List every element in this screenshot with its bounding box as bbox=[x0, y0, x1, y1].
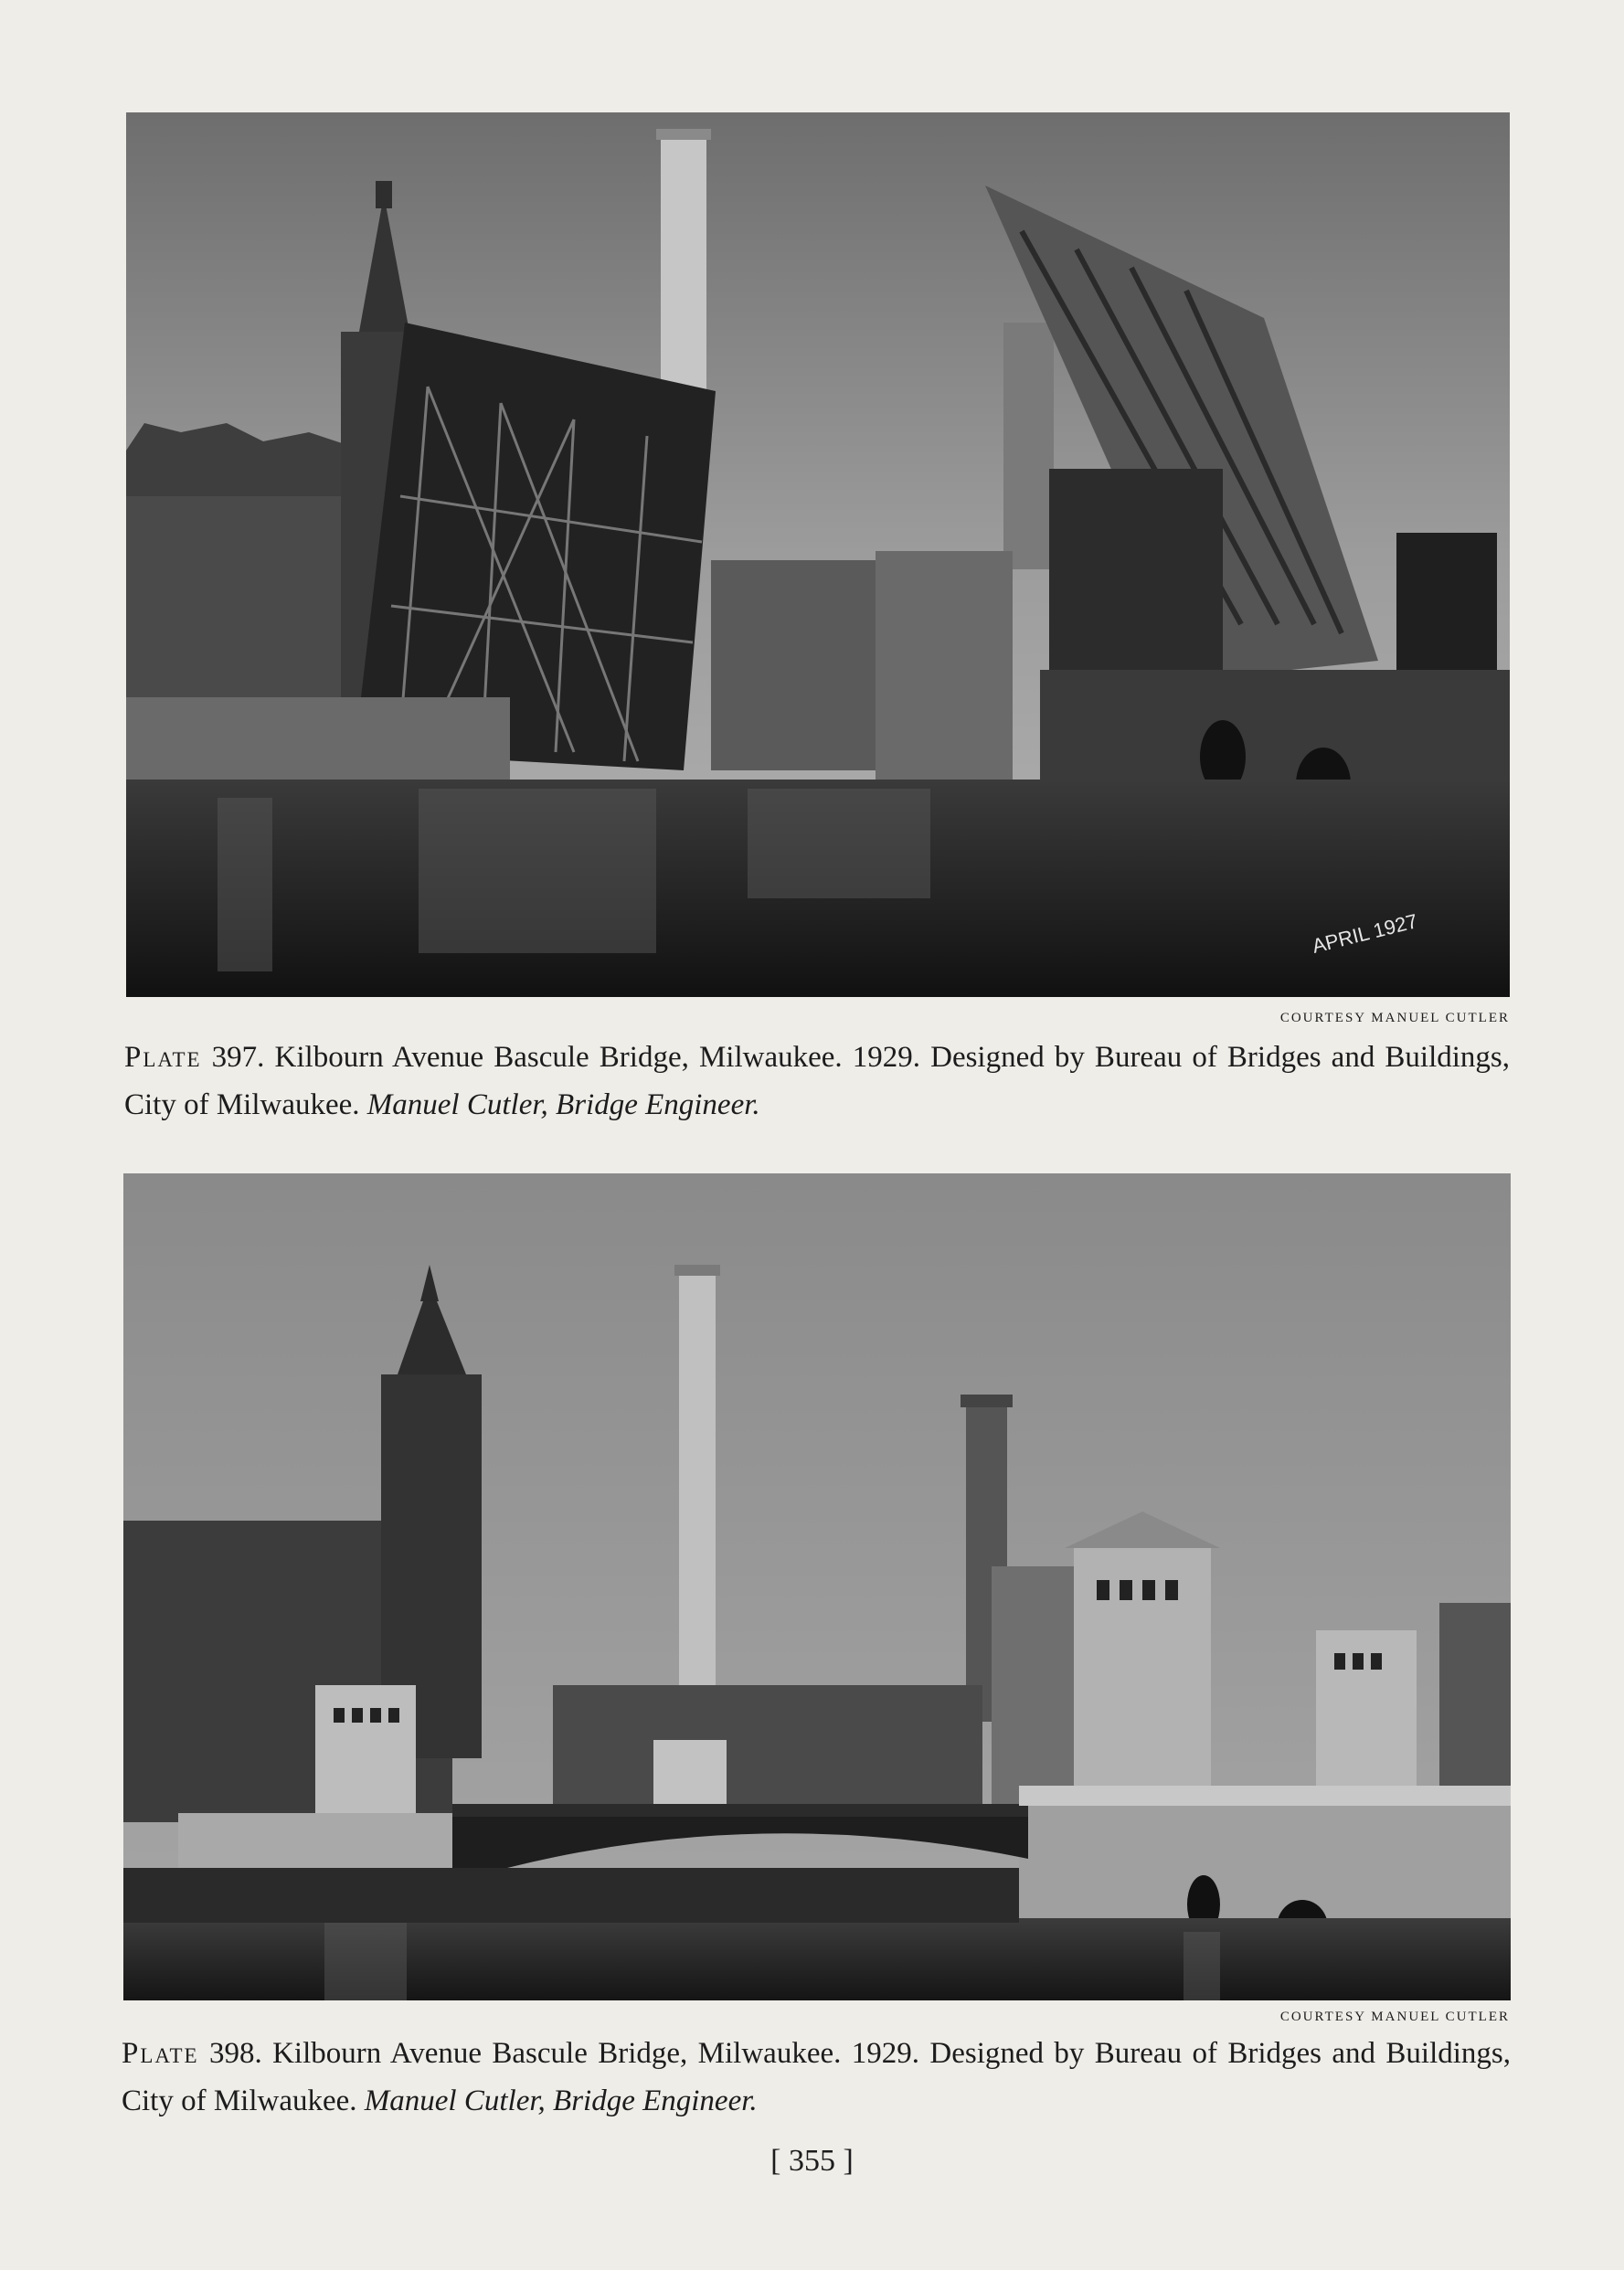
plate-397-photograph bbox=[126, 112, 1510, 997]
caption-engineer: Manuel Cutler, Bridge Engineer. bbox=[364, 2084, 758, 2117]
plate-number: 398. bbox=[208, 2037, 262, 2070]
photo-date-annotation: APRIL 1927 bbox=[1310, 909, 1420, 958]
caption-text: Kilbourn Avenue Bascule Bridge, Milwaukee. 1929. Designed by Bureau of Bridges and Buildings, City of Milwaukee. bbox=[122, 2037, 1512, 2117]
bascule-bridge-completed-photo bbox=[123, 1173, 1511, 2000]
plate-label: Plate bbox=[124, 1041, 202, 1074]
plate-label: Plate bbox=[122, 2037, 199, 2070]
photo-credit: COURTESY MANUEL CUTLER bbox=[1279, 2010, 1510, 2024]
plate-caption bbox=[122, 2030, 1511, 2125]
caption-engineer: Manuel Cutler, Bridge Engineer. bbox=[366, 1088, 760, 1121]
photo-credit: COURTESY MANUEL CUTLER bbox=[1279, 1011, 1510, 1025]
plate-398-photograph bbox=[123, 1173, 1511, 2000]
bascule-bridge-raised-photo bbox=[126, 112, 1510, 997]
page-number: [ 355 ] bbox=[770, 2144, 854, 2178]
plate-number: 397. bbox=[211, 1041, 265, 1074]
caption-text: Kilbourn Avenue Bascule Bridge, Milwaukee. 1929. Designed by Bureau of Bridges and Buildings, City of Milwaukee. bbox=[124, 1041, 1511, 1121]
plate-caption bbox=[124, 1034, 1510, 1129]
